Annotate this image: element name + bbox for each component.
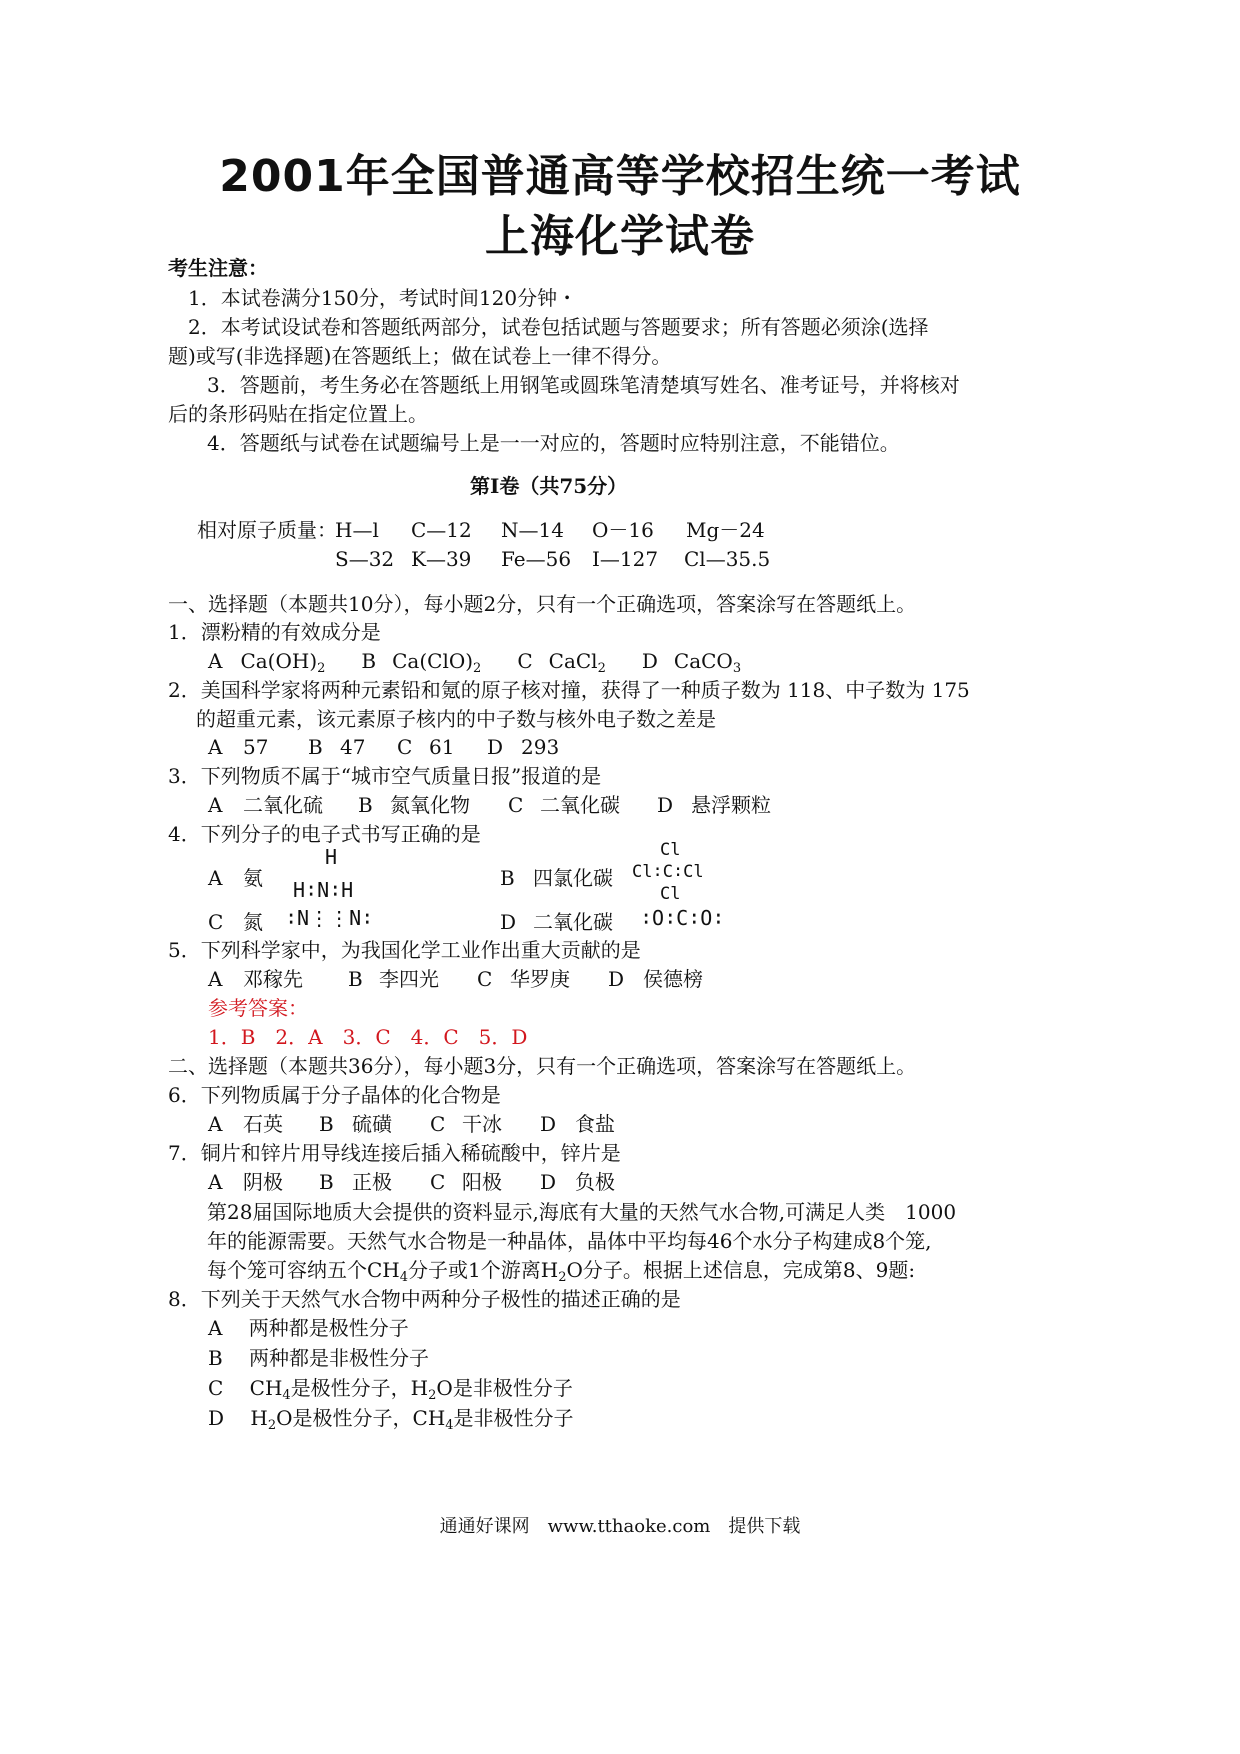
q2-stem: 2．美国科学家将两种元素铅和氪的原子核对撞，获得了一种质子数为 118、中子数为 175 bbox=[168, 678, 970, 702]
q8-d-post: 是非极性分子 bbox=[453, 1406, 574, 1430]
q7-opt-c: 阳极 bbox=[462, 1170, 502, 1194]
atomic-mass-c: C—12 bbox=[411, 518, 472, 542]
q4-opt-c-label: C bbox=[208, 910, 224, 934]
q2-opt-d: 293 bbox=[521, 735, 560, 759]
nh3-dot-top: H bbox=[325, 845, 338, 869]
q5-opt-a-label: A bbox=[208, 967, 223, 991]
q2-opt-b-label: B bbox=[308, 735, 323, 759]
atomic-mass-fe: Fe—56 bbox=[501, 547, 572, 571]
atomic-mass-h: H—l bbox=[335, 518, 379, 542]
q4-opt-d-name: 二氧化碳 bbox=[533, 910, 613, 934]
q3-opt-b-label: B bbox=[358, 793, 373, 817]
ccl4-top: Cl bbox=[660, 840, 681, 860]
q7-opt-a-label: A bbox=[208, 1170, 223, 1194]
atomic-mass-n: N—14 bbox=[501, 518, 564, 542]
atomic-mass-mg: Mg－24 bbox=[686, 518, 765, 542]
q1-opt-a-label: A bbox=[208, 649, 223, 673]
notice-item-4: 4．答题纸与试卷在试题编号上是一一对应的，答题时应特别注意，不能错位。 bbox=[207, 431, 900, 455]
notice-item-3: 3．答题前，考生务必在答题纸上用钢笔或圆珠笔清楚填写姓名、准考证号，并将核对 bbox=[207, 373, 960, 397]
q8-c-post: O是非极性分子 bbox=[436, 1376, 573, 1400]
q7-opt-a: 阴极 bbox=[243, 1170, 283, 1194]
notice-heading: 考生注意： bbox=[168, 256, 268, 280]
q1-opt-a-sub: 2 bbox=[317, 661, 326, 676]
q3-opt-b: 氮氧化物 bbox=[390, 793, 470, 817]
passage-line-2: 年的能源需要。天然气水合物是一种晶体，晶体中平均每46个水分子构建成8个笼, bbox=[207, 1229, 932, 1253]
notice-item-2-cont: 题)或写(非选择题)在答题纸上；做在试卷上一律不得分。 bbox=[168, 344, 672, 368]
q6-opt-c-label: C bbox=[430, 1112, 446, 1136]
q8-d-mid: O是极性分子，CH bbox=[276, 1406, 446, 1430]
q3-opt-c-label: C bbox=[508, 793, 524, 817]
q8-opt-a: A 两种都是极性分子 bbox=[208, 1316, 409, 1340]
q2-opt-b: 47 bbox=[340, 735, 366, 759]
q4-opt-b-name: 四氯化碳 bbox=[533, 866, 613, 890]
q8-d-sub2: 4 bbox=[445, 1418, 454, 1433]
q1-opt-c-label: C bbox=[517, 649, 533, 673]
q1-opt-c: CaCl bbox=[548, 649, 598, 673]
q3-opt-c: 二氧化碳 bbox=[540, 793, 620, 817]
q1-opt-b: Ca(ClO) bbox=[392, 649, 474, 673]
q1-opt-d: CaCO bbox=[673, 649, 733, 673]
atomic-mass-i: I—127 bbox=[592, 547, 659, 571]
q1-opt-a: Ca(OH) bbox=[240, 649, 318, 673]
ccl4-electron-formula: Cl∶C∶Cl bbox=[632, 862, 704, 882]
q4-opt-a-name: 氨 bbox=[243, 866, 263, 890]
co2-electron-formula: ∶O∶C∶O∶ bbox=[640, 906, 725, 930]
q5-stem: 5．下列科学家中，为我国化学工业作出重大贡献的是 bbox=[168, 938, 641, 962]
passage-l3-sub1: 4 bbox=[399, 1270, 409, 1285]
notice-item-2: 2．本考试设试卷和答题纸两部分，试卷包括试题与答题要求；所有答题必须涂(选择 bbox=[188, 315, 929, 339]
atomic-mass-cl: Cl—35.5 bbox=[684, 547, 771, 571]
q3-stem: 3．下列物质不属于“城市空气质量日报”报道的是 bbox=[168, 764, 602, 788]
notice-item-1: 1．本试卷满分150分，考试时间120分钟・ bbox=[188, 286, 578, 310]
q5-opt-b-label: B bbox=[348, 967, 363, 991]
q6-opt-c: 干冰 bbox=[462, 1112, 502, 1136]
section-title: 第Ⅰ卷（共75分） bbox=[470, 474, 628, 498]
passage-l3-sub2: 2 bbox=[558, 1270, 567, 1285]
q6-opt-b-label: B bbox=[319, 1112, 334, 1136]
q2-stem-cont: 的超重元素，该元素原子核内的中子数与核外电子数之差是 bbox=[196, 707, 716, 731]
q6-stem: 6．下列物质属于分子晶体的化合物是 bbox=[168, 1083, 501, 1107]
q8-d-pre: D H bbox=[208, 1406, 268, 1430]
q3-opt-d: 悬浮颗粒 bbox=[691, 793, 771, 817]
q7-stem: 7．铜片和锌片用导线连接后插入稀硫酸中，锌片是 bbox=[168, 1141, 621, 1165]
passage-l3-a: 每个笼可容纳五个CH bbox=[207, 1258, 400, 1282]
q1-opt-c-sub: 2 bbox=[597, 661, 606, 676]
q7-opt-b-label: B bbox=[319, 1170, 334, 1194]
q3-opt-a-label: A bbox=[208, 793, 223, 817]
n2-electron-formula: ∶N⋮⋮N∶ bbox=[285, 906, 374, 930]
q8-opt-d bbox=[208, 1402, 574, 1442]
q3-opt-d-label: D bbox=[657, 793, 674, 817]
q1-stem: 1．漂粉精的有效成分是 bbox=[168, 620, 381, 644]
q4-opt-a-label: A bbox=[208, 866, 223, 890]
q6-opt-d-label: D bbox=[540, 1112, 557, 1136]
part1-heading: 一、选择题（本题共10分），每小题2分，只有一个正确选项，答案涂写在答题纸上。 bbox=[168, 592, 917, 616]
q5-opt-a: 邓稼先 bbox=[243, 967, 303, 991]
q7-opt-b: 正极 bbox=[352, 1170, 392, 1194]
exam-title-line1: 2001年全国普通高等学校招生统一考试 bbox=[219, 151, 1021, 202]
page-footer: 通通好课网 www.tthaoke.com 提供下载 bbox=[439, 1516, 801, 1537]
atomic-mass-o: O－16 bbox=[592, 518, 654, 542]
q2-opt-d-label: D bbox=[487, 735, 504, 759]
q1-opt-b-label: B bbox=[361, 649, 377, 673]
q4-opt-d-label: D bbox=[500, 910, 517, 934]
exam-title-line2: 上海化学试卷 bbox=[485, 211, 755, 262]
part2-heading: 二、选择题（本题共36分），每小题3分，只有一个正确选项，答案涂写在答题纸上。 bbox=[168, 1054, 917, 1078]
q5-opt-b: 李四光 bbox=[379, 967, 439, 991]
q2-opt-c-label: C bbox=[397, 735, 413, 759]
notice-item-3-cont: 后的条形码贴在指定位置上。 bbox=[168, 402, 428, 426]
q8-c-sub1: 4 bbox=[282, 1388, 291, 1403]
ccl4-bottom: Cl bbox=[660, 884, 681, 904]
q7-opt-d: 负极 bbox=[575, 1170, 615, 1194]
q4-opt-b-label: B bbox=[500, 866, 515, 890]
answer-label: 参考答案： bbox=[208, 996, 308, 1020]
q8-d-sub1: 2 bbox=[267, 1418, 277, 1433]
q2-opt-a-label: A bbox=[208, 735, 223, 759]
q3-opt-a: 二氧化硫 bbox=[243, 793, 323, 817]
q8-c-pre: C CH bbox=[208, 1376, 283, 1400]
q8-c-mid: 是极性分子，H bbox=[290, 1376, 429, 1400]
q2-opt-a: 57 bbox=[243, 735, 269, 759]
atomic-mass-s: S—32 bbox=[335, 547, 395, 571]
q6-opt-a: 石英 bbox=[243, 1112, 283, 1136]
q7-opt-c-label: C bbox=[430, 1170, 446, 1194]
q8-opt-b: B 两种都是非极性分子 bbox=[208, 1346, 430, 1370]
atomic-mass-label: 相对原子质量： bbox=[197, 518, 337, 542]
q1-opt-d-label: D bbox=[641, 649, 658, 673]
q6-opt-a-label: A bbox=[208, 1112, 223, 1136]
q1-opt-b-sub: 2 bbox=[473, 661, 482, 676]
q1-opt-d-sub: 3 bbox=[732, 661, 742, 676]
passage-l3-c: 分子或1个游离H bbox=[408, 1258, 559, 1282]
q6-opt-b: 硫磺 bbox=[352, 1112, 392, 1136]
q4-opt-c-name: 氮 bbox=[243, 910, 263, 934]
q8-c-sub2: 2 bbox=[428, 1388, 437, 1403]
q6-opt-d: 食盐 bbox=[575, 1112, 615, 1136]
nh3-electron-formula: H∶N∶H bbox=[293, 878, 354, 902]
q4-stem: 4．下列分子的电子式书写正确的是 bbox=[168, 822, 481, 846]
q7-opt-d-label: D bbox=[540, 1170, 557, 1194]
passage-l3-e: O分子。根据上述信息，完成第8、9题: bbox=[566, 1258, 916, 1282]
q5-opt-d-label: D bbox=[608, 967, 625, 991]
q8-stem: 8．下列关于天然气水合物中两种分子极性的描述正确的是 bbox=[168, 1287, 681, 1311]
q5-opt-c-label: C bbox=[477, 967, 493, 991]
q5-opt-d: 侯德榜 bbox=[643, 967, 703, 991]
q2-opt-c: 61 bbox=[429, 735, 455, 759]
answer-key: 1．B 2．A 3．C 4．C 5．D bbox=[208, 1025, 528, 1049]
passage-line-1: 第28届国际地质大会提供的资料显示,海底有大量的天然气水合物,可满足人类 1000 bbox=[207, 1200, 957, 1224]
q5-opt-c: 华罗庚 bbox=[510, 967, 570, 991]
atomic-mass-k: K—39 bbox=[411, 547, 472, 571]
